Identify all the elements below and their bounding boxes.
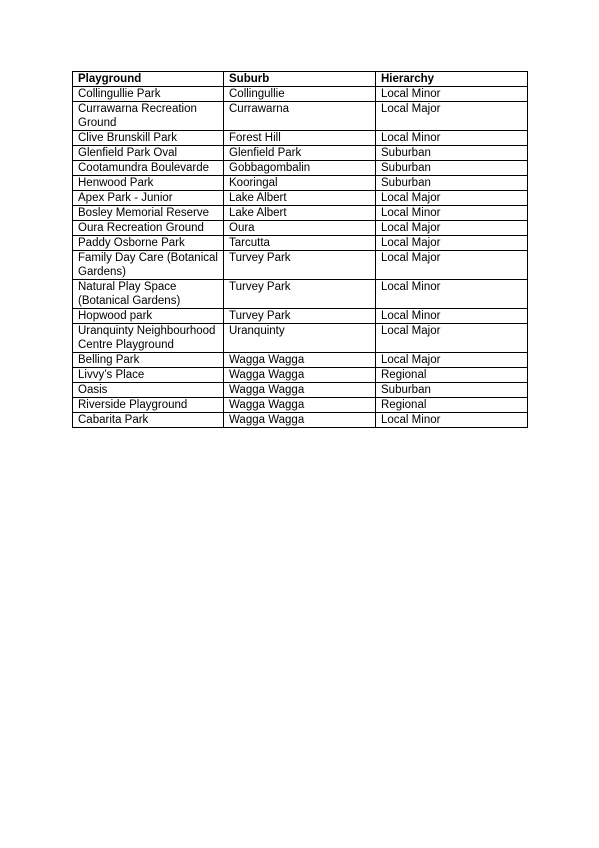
- cell-suburb: Turvey Park: [224, 251, 376, 280]
- cell-hierarchy: Local Minor: [376, 206, 528, 221]
- cell-suburb: Currawarna: [224, 102, 376, 131]
- table-row: [73, 324, 528, 353]
- cell-hierarchy: Local Major: [376, 102, 528, 131]
- table-row: [73, 191, 528, 206]
- cell-suburb: Lake Albert: [224, 206, 376, 221]
- cell-hierarchy: Suburban: [376, 176, 528, 191]
- cell-hierarchy: Regional: [376, 398, 528, 413]
- cell-hierarchy: Local Major: [376, 353, 528, 368]
- table-row: [73, 251, 528, 280]
- table-row: [73, 413, 528, 428]
- cell-playground: Henwood Park: [73, 176, 224, 191]
- cell-hierarchy: Local Minor: [376, 413, 528, 428]
- table-row: [73, 368, 528, 383]
- table-row: [73, 398, 528, 413]
- table-row: [73, 146, 528, 161]
- table-row: [73, 383, 528, 398]
- cell-suburb: Tarcutta: [224, 236, 376, 251]
- cell-hierarchy: Local Major: [376, 191, 528, 206]
- cell-hierarchy: Suburban: [376, 383, 528, 398]
- table-row: [73, 161, 528, 176]
- cell-playground: Glenfield Park Oval: [73, 146, 224, 161]
- cell-suburb: Glenfield Park: [224, 146, 376, 161]
- header-suburb: Suburb: [224, 72, 376, 87]
- cell-hierarchy: Local Minor: [376, 131, 528, 146]
- cell-playground: Apex Park - Junior: [73, 191, 224, 206]
- cell-hierarchy: Local Minor: [376, 87, 528, 102]
- cell-playground: Oasis: [73, 383, 224, 398]
- table-row: [73, 221, 528, 236]
- table-row: [73, 309, 528, 324]
- table-row: [73, 206, 528, 221]
- cell-playground: Paddy Osborne Park: [73, 236, 224, 251]
- cell-playground: Cabarita Park: [73, 413, 224, 428]
- cell-suburb: Collingullie: [224, 87, 376, 102]
- cell-hierarchy: Suburban: [376, 161, 528, 176]
- table-row: [73, 102, 528, 131]
- cell-suburb: Wagga Wagga: [224, 368, 376, 383]
- table-row: [73, 280, 528, 309]
- cell-playground: Oura Recreation Ground: [73, 221, 224, 236]
- cell-suburb: Wagga Wagga: [224, 353, 376, 368]
- cell-playground: Collingullie Park: [73, 87, 224, 102]
- cell-playground: Natural Play Space (Botanical Gardens): [73, 280, 224, 309]
- cell-playground: Clive Brunskill Park: [73, 131, 224, 146]
- table-row: [73, 87, 528, 102]
- cell-playground: Uranquinty Neighbourhood Centre Playground: [73, 324, 224, 353]
- cell-suburb: Forest Hill: [224, 131, 376, 146]
- cell-playground: Livvy’s Place: [73, 368, 224, 383]
- cell-hierarchy: Regional: [376, 368, 528, 383]
- playground-table: [72, 71, 528, 428]
- table-row: [73, 176, 528, 191]
- cell-suburb: Uranquinty: [224, 324, 376, 353]
- header-playground: Playground: [73, 72, 224, 87]
- cell-suburb: Kooringal: [224, 176, 376, 191]
- cell-hierarchy: Suburban: [376, 146, 528, 161]
- cell-suburb: Gobbagombalin: [224, 161, 376, 176]
- cell-suburb: Wagga Wagga: [224, 383, 376, 398]
- cell-hierarchy: Local Major: [376, 236, 528, 251]
- cell-suburb: Wagga Wagga: [224, 398, 376, 413]
- cell-playground: Family Day Care (Botanical Gardens): [73, 251, 224, 280]
- cell-suburb: Lake Albert: [224, 191, 376, 206]
- cell-playground: Hopwood park: [73, 309, 224, 324]
- cell-hierarchy: Local Major: [376, 251, 528, 280]
- cell-playground: Belling Park: [73, 353, 224, 368]
- cell-suburb: Oura: [224, 221, 376, 236]
- cell-suburb: Turvey Park: [224, 309, 376, 324]
- table-row: [73, 353, 528, 368]
- table-header-row: [73, 72, 528, 87]
- cell-hierarchy: Local Minor: [376, 309, 528, 324]
- cell-hierarchy: Local Minor: [376, 280, 528, 309]
- cell-hierarchy: Local Major: [376, 324, 528, 353]
- cell-playground: Cootamundra Boulevarde: [73, 161, 224, 176]
- header-hierarchy: Hierarchy: [376, 72, 528, 87]
- cell-playground: Currawarna Recreation Ground: [73, 102, 224, 131]
- cell-suburb: Turvey Park: [224, 280, 376, 309]
- cell-playground: Bosley Memorial Reserve: [73, 206, 224, 221]
- table-row: [73, 131, 528, 146]
- cell-playground: Riverside Playground: [73, 398, 224, 413]
- table-row: [73, 236, 528, 251]
- cell-suburb: Wagga Wagga: [224, 413, 376, 428]
- table-body: [73, 87, 528, 428]
- cell-hierarchy: Local Major: [376, 221, 528, 236]
